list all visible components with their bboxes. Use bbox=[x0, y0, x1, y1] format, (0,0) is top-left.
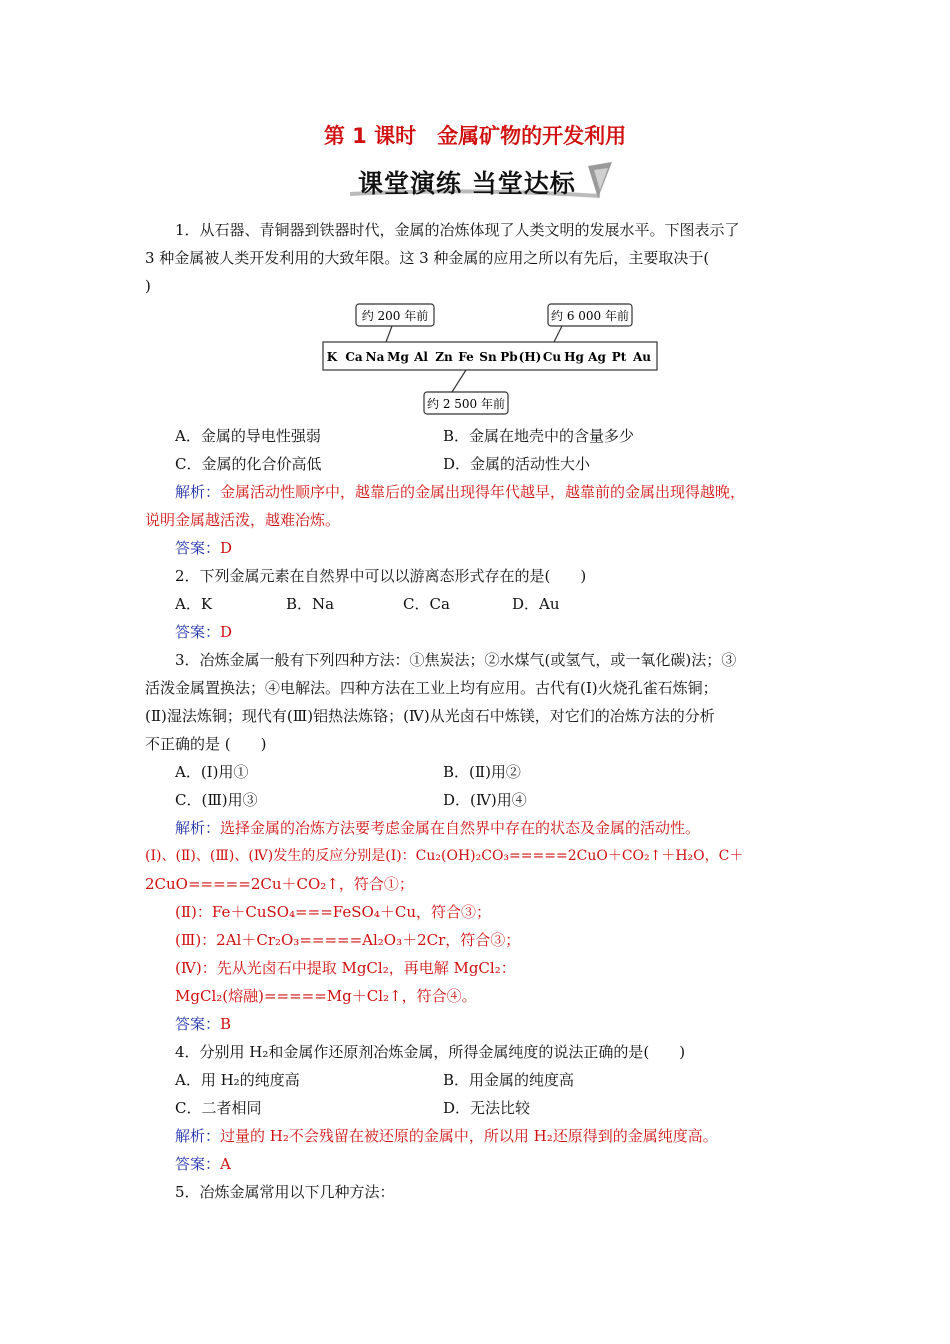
q3-option-c: C．(Ⅲ)用③ bbox=[175, 791, 258, 809]
q2-ans-value: D bbox=[220, 623, 233, 641]
q1-answer bbox=[175, 534, 845, 562]
q1-explanation-2: 说明金属越活泼，越难冶炼。 bbox=[145, 511, 341, 529]
q4-option-a: A．用 H₂的纯度高 bbox=[175, 1071, 300, 1089]
q3-explanation-3: 2CuO=====2Cu＋CO₂↑，符合①； bbox=[145, 875, 414, 893]
q3-explanation-4: (Ⅱ)：Fe＋CuSO₄===FeSO₄＋Cu，符合③； bbox=[175, 903, 491, 921]
q3-ans-label: 答案： bbox=[175, 1015, 221, 1033]
q4-option-d: D．无法比较 bbox=[443, 1099, 531, 1117]
activity-series-element: Au bbox=[632, 350, 652, 364]
q3-expl-label: 解析： bbox=[175, 819, 221, 837]
q3-explanation-2: (Ⅰ)、(Ⅱ)、(Ⅲ)、(Ⅳ)发生的反应分别是(Ⅰ)：Cu₂(OH)₂CO₃=====2CuO＋CO₂↑＋H₂O，C＋ bbox=[145, 848, 744, 864]
q3-ans-value: B bbox=[220, 1015, 232, 1033]
q3-explanation-6: (Ⅳ)：先从光卤石中提取 MgCl₂，再电解 MgCl₂： bbox=[175, 959, 516, 977]
q2-option-c: C．Ca bbox=[403, 595, 450, 613]
activity-series-element: Mg bbox=[387, 350, 409, 364]
q1-expl-label: 解析： bbox=[175, 483, 221, 501]
q2-option-a: A．K bbox=[175, 595, 213, 613]
activity-series-element: (H) bbox=[518, 350, 542, 364]
q3-explanation-1 bbox=[175, 814, 845, 842]
q3-option-b: B．(Ⅱ)用② bbox=[443, 763, 521, 781]
q1-ans-value: D bbox=[220, 539, 233, 557]
metal-activity-diagram bbox=[322, 302, 662, 416]
callout-200-label: 约 200 年前 bbox=[361, 309, 429, 323]
activity-series-element: Ca bbox=[345, 350, 363, 364]
q4-option-b: B．用金属的纯度高 bbox=[443, 1071, 575, 1089]
activity-series-element: Pb bbox=[500, 350, 518, 364]
q3-option-a: A．(Ⅰ)用① bbox=[175, 763, 249, 781]
q1-line-1: 1．从石器、青铜器到铁器时代，金属的冶炼体现了人类文明的发展水平。下图表示了 bbox=[175, 221, 740, 239]
activity-series-element: Na bbox=[365, 350, 385, 364]
q2-option-b: B．Na bbox=[286, 595, 335, 613]
q1-option-c: C．金属的化合价高低 bbox=[175, 455, 322, 473]
q4-explanation-1 bbox=[175, 1122, 845, 1150]
q3-line-3: (Ⅱ)湿法炼铜；现代有(Ⅲ)铝热法炼铬；(Ⅳ)从光卤石中炼镁，对它们的冶炼方法的分析 bbox=[145, 707, 715, 725]
activity-series-element: Hg bbox=[564, 350, 584, 364]
q1-option-a: A．金属的导电性强弱 bbox=[175, 427, 321, 445]
q1-option-b: B．金属在地壳中的含量多少 bbox=[443, 427, 635, 445]
q4-ans-label: 答案： bbox=[175, 1155, 221, 1173]
activity-series-element: Pt bbox=[611, 350, 627, 364]
q2-line-1: 2．下列金属元素在自然界中可以以游离态形式存在的是( ) bbox=[175, 567, 587, 585]
activity-series-element: Cu bbox=[542, 350, 562, 364]
activity-series-element: Ag bbox=[588, 350, 606, 364]
q1-expl-text-1: 金属活动性顺序中，越靠后的金属出现得年代越早，越靠前的金属出现得越晚， bbox=[220, 483, 746, 501]
q1-explanation-1 bbox=[175, 478, 845, 506]
lesson-title: 第 1 课时 金属矿物的开发利用 bbox=[323, 124, 627, 148]
activity-series-element: Zn bbox=[435, 350, 453, 364]
q3-explanation-7: MgCl₂(熔融)=====Mg＋Cl₂↑，符合④。 bbox=[175, 987, 477, 1005]
q2-option-d: D．Au bbox=[512, 595, 560, 613]
q3-option-d: D．(Ⅳ)用④ bbox=[443, 791, 527, 809]
callout-2500-label: 约 2 500 年前 bbox=[427, 397, 505, 411]
q1-option-d: D．金属的活动性大小 bbox=[443, 455, 591, 473]
q4-line-1: 4．分别用 H₂和金属作还原剂冶炼金属，所得金属纯度的说法正确的是( ) bbox=[175, 1043, 686, 1061]
activity-series-element: Sn bbox=[479, 350, 497, 364]
q1-line-3: ) bbox=[145, 277, 151, 295]
q1-ans-label: 答案： bbox=[175, 539, 221, 557]
callout-6000-label: 约 6 000 年前 bbox=[551, 309, 629, 323]
q4-option-c: C．二者相同 bbox=[175, 1099, 262, 1117]
q2-ans-label: 答案： bbox=[175, 623, 221, 641]
q4-answer bbox=[175, 1150, 845, 1178]
activity-series-element: Fe bbox=[458, 350, 474, 364]
q3-line-1: 3．冶炼金属一般有下列四种方法：①焦炭法；②水煤气(或氢气，或一氧化碳)法；③ bbox=[175, 651, 737, 669]
section-banner bbox=[350, 160, 620, 200]
q3-expl-text-1: 选择金属的冶炼方法要考虑金属在自然界中存在的状态及金属的活动性。 bbox=[220, 819, 701, 837]
banner-text: 课堂演练 当堂达标 bbox=[358, 169, 576, 198]
q4-expl-text-1: 过量的 H₂不会残留在被还原的金属中，所以用 H₂还原得到的金属纯度高。 bbox=[220, 1127, 718, 1145]
q3-line-2: 活泼金属置换法；④电解法。四种方法在工业上均有应用。古代有(Ⅰ)火烧孔雀石炼铜； bbox=[145, 679, 718, 697]
q4-expl-label: 解析： bbox=[175, 1127, 221, 1145]
activity-series-element: Al bbox=[414, 350, 428, 364]
q3-answer bbox=[175, 1010, 845, 1038]
q1-line-2: 3 种金属被人类开发利用的大致年限。这 3 种金属的应用之所以有先后，主要取决于( bbox=[145, 249, 710, 267]
activity-series-element: K bbox=[326, 350, 338, 364]
activity-series-elements bbox=[327, 350, 652, 364]
q4-ans-value: A bbox=[220, 1155, 231, 1173]
q5-line-1: 5．冶炼金属常用以下几种方法： bbox=[175, 1183, 395, 1201]
q3-explanation-5: (Ⅲ)：2Al＋Cr₂O₃=====Al₂O₃＋2Cr，符合③； bbox=[175, 931, 521, 949]
q3-line-4: 不正确的是 ( ) bbox=[145, 735, 267, 753]
q2-answer bbox=[175, 618, 845, 646]
